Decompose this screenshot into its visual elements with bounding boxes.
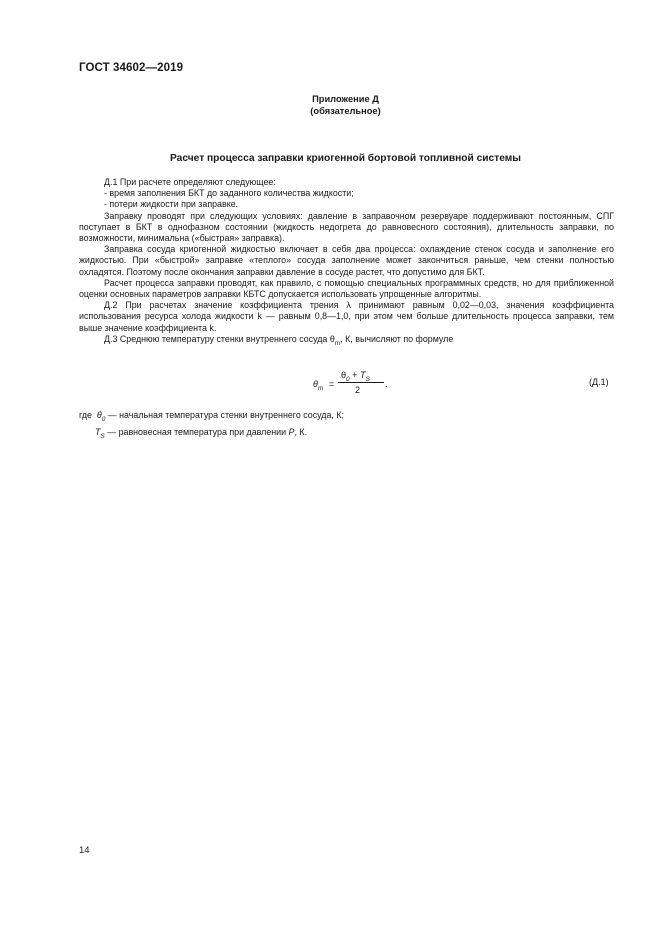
section-title: Расчет процесса заправки криогенной бортовой топливной системы xyxy=(170,153,521,164)
def1-text: — начальная температура стенки внутреннего сосуда, К; xyxy=(105,410,344,420)
def2-symbol: T xyxy=(95,426,101,437)
formula-num-a: θ xyxy=(341,370,347,380)
paragraph-d3 xyxy=(79,334,614,349)
formula-num-b-sub: S xyxy=(365,375,370,383)
fraction-bar xyxy=(338,382,384,383)
paragraph: Заправка сосуда криогенной жидкостью включает в себя два процесса: охлаждение стенок сосуда и заполнение его жидкостью. При «быстрой» заправке «теплого» сосуда заполнение может закончиться раньше, чем стенки полностью охладятся. Поэтому после окончания заправки давление в сосуде растет, что допустимо для БКТ. xyxy=(79,244,614,277)
formula-numerator xyxy=(341,370,370,383)
where-intro: где xyxy=(79,410,92,420)
paragraph: Заправку проводят при следующих условиях: давление в заправочном резервуаре поддерживают постоянным, СПГ поступает в БКТ в однофазном состоянии (жидкость недогрета до равновесного состояния), длительность заправки, по возможности, минимальна («быстрая» заправка). xyxy=(79,210,614,244)
formula-end: . xyxy=(385,379,388,389)
definition-row xyxy=(79,409,614,426)
formula-num-a-sub: 0 xyxy=(346,375,350,383)
page-number: 14 xyxy=(79,845,90,856)
d3-text: Д.3 Среднюю температуру стенки внутреннего сосуда θ xyxy=(104,333,335,344)
def1-sub: 0 xyxy=(101,415,106,423)
def2-pressure: P xyxy=(288,426,295,437)
paragraph: Расчет процесса заправки проводят, как правило, с помощью специальных программных средств, но для приближенной оценки основных параметров заправки КБТС допускается использовать упрощенные алгоритмы. xyxy=(79,277,614,300)
formula-equals: = xyxy=(329,379,335,389)
list-item: - потери жидкости при заправке. xyxy=(104,199,239,210)
paragraph: Д.1 При расчете определяют следующее: xyxy=(104,177,276,187)
d3-text-end: , К, вычисляют по формуле xyxy=(340,333,454,344)
list-item: - время заполнения БКТ до заданного количества жидкости; xyxy=(104,188,354,199)
def2-text: — равновесная температура при давлении xyxy=(104,426,289,437)
formula-denominator: 2 xyxy=(355,385,361,395)
formula-plus: + xyxy=(352,370,358,380)
appendix-status: (обязательное) xyxy=(310,106,381,116)
formula-number: (Д.1) xyxy=(589,377,609,387)
paragraph: Д.2 При расчетах значение коэффициента трения λ принимают равным 0,02—0,03, значения коэффициента использования ресурса холода жидкости k — равным 0,8—1,0, при этом чем больше длительность процесса заправки, тем выше значение коэффициента k. xyxy=(79,300,614,333)
formula-num-b: T xyxy=(359,370,366,380)
formula-d1 xyxy=(0,367,661,407)
definition-row xyxy=(79,426,614,443)
appendix-title: Приложение Д xyxy=(312,94,379,104)
def2-sub: S xyxy=(100,432,105,440)
formula-lhs-sym: θ xyxy=(313,379,318,389)
appendix-heading xyxy=(0,93,661,117)
document-standard-id: ГОСТ 34602—2019 xyxy=(79,62,184,74)
formula-lhs-sub: m xyxy=(317,384,324,392)
variable-definitions xyxy=(79,409,614,443)
body-text xyxy=(79,177,614,349)
d3-sub: m xyxy=(334,339,341,347)
def2-text-end: , К. xyxy=(294,426,308,437)
formula-lhs xyxy=(313,379,323,392)
def1-symbol: θ xyxy=(96,410,102,420)
